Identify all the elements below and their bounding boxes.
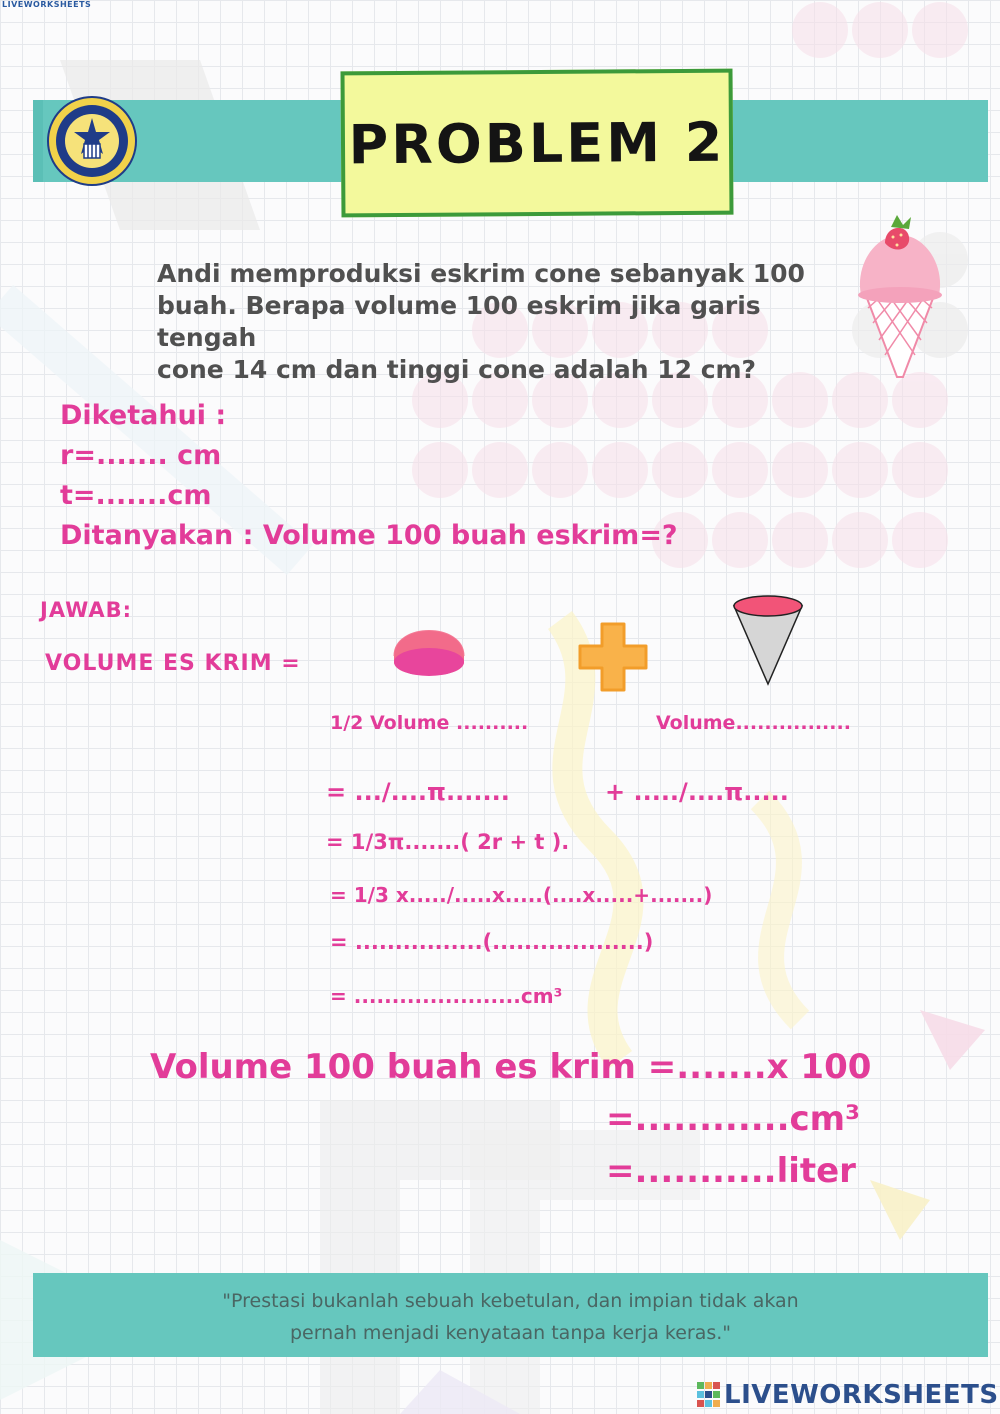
known-radius: r=....... cm	[60, 440, 222, 471]
hemisphere-icon	[392, 618, 466, 682]
top-brand-text: LIVEWORKSHEETS	[2, 0, 92, 9]
result-line-2: =............cm³	[606, 1099, 860, 1139]
footer-brand[interactable]	[697, 1378, 999, 1412]
known-height: t=.......cm	[60, 480, 212, 511]
work-line-2: = 1/3π.......( 2r + t ).	[326, 830, 570, 854]
liveworksheets-logo-icon	[697, 1382, 721, 1408]
cone-volume-label: Volume................	[656, 712, 851, 734]
page-title: PROBLEM 2	[348, 110, 726, 176]
plus-icon	[576, 620, 650, 694]
school-logo	[44, 96, 140, 186]
problem-line-1: Andi memproduksi eskrim cone sebanyak 100	[157, 259, 805, 288]
quote-band	[33, 1273, 988, 1357]
result-line-3: =...........liter	[606, 1151, 856, 1191]
title-box	[340, 69, 733, 218]
quote-text	[33, 1285, 988, 1349]
footer-brand-text: LIVEWORKSHEETS	[724, 1380, 999, 1410]
quote-line-1: "Prestasi bukanlah sebuah kebetulan, dan impian tidak akan	[222, 1290, 799, 1312]
known-section	[60, 396, 678, 556]
known-heading: Diketahui :	[60, 400, 227, 431]
work-line-1a: = .../....π.......	[326, 778, 510, 806]
answer-heading: JAWAB:	[40, 598, 132, 622]
volume-label: VOLUME ES KRIM =	[45, 651, 301, 676]
problem-line-2: buah. Berapa volume 100 eskrim jika garis tengah	[157, 291, 761, 352]
work-line-1b: + ...../....π.....	[605, 778, 789, 806]
half-volume-label: 1/2 Volume ..........	[330, 712, 529, 734]
work-line-3: = 1/3 x...../.....x.....(....x.....+.......)	[330, 883, 713, 907]
cone-icon	[730, 592, 806, 688]
header-left-strip	[33, 100, 43, 182]
result-line-1: Volume 100 buah es krim =.......x 100	[150, 1047, 872, 1087]
problem-statement	[157, 258, 867, 386]
work-line-5: = ......................cm³	[330, 984, 563, 1008]
ice-cream-cone-icon	[855, 205, 945, 385]
work-line-4: = ................(...................)	[330, 930, 654, 954]
quote-line-2: pernah menjadi kenyataan tanpa kerja keras."	[289, 1322, 732, 1344]
problem-line-3: cone 14 cm dan tinggi cone adalah 12 cm?	[157, 355, 757, 384]
asked-line: Ditanyakan : Volume 100 buah eskrim=?	[60, 520, 678, 551]
